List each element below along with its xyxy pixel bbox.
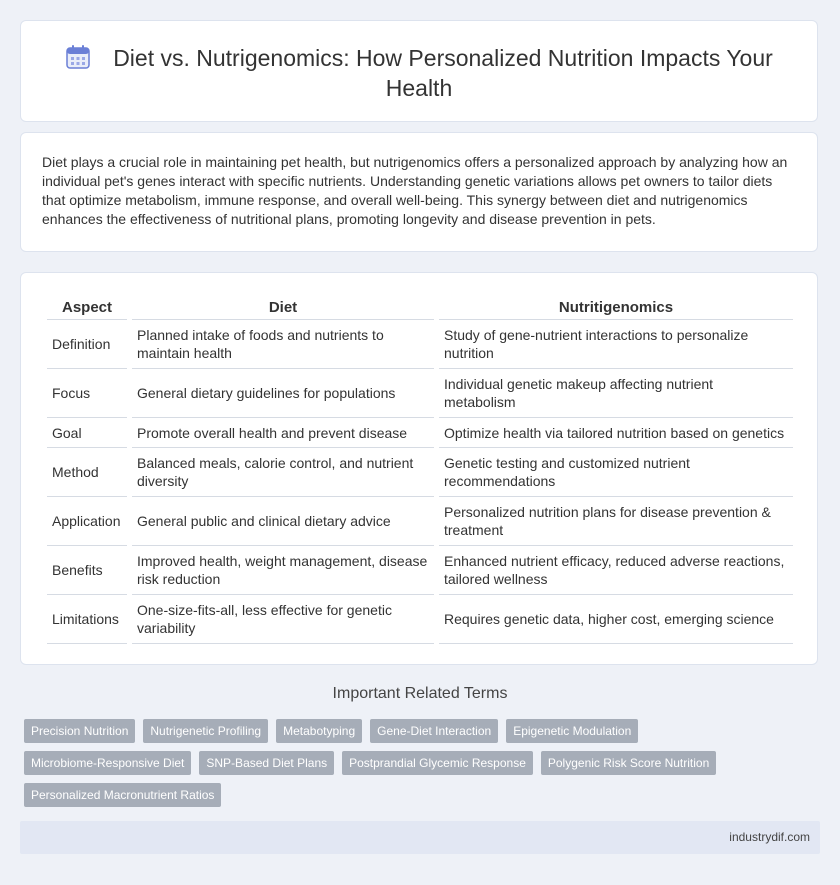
- table-row: [47, 369, 793, 418]
- cell-nutrigenomics: Study of gene-nutrient interactions to personalize nutrition: [439, 320, 793, 369]
- cell-diet: One-size-fits-all, less effective for genetic variability: [132, 595, 434, 644]
- cell-nutrigenomics: Requires genetic data, higher cost, emerging science: [439, 595, 793, 644]
- header-nutrigenomics: Nutritigenomics: [439, 295, 793, 320]
- table-row: [47, 418, 793, 448]
- cell-aspect: Definition: [47, 320, 127, 369]
- related-term-tag[interactable]: Metabotyping: [276, 719, 362, 743]
- related-term-tag[interactable]: Polygenic Risk Score Nutrition: [541, 751, 716, 775]
- cell-diet: Planned intake of foods and nutrients to maintain health: [132, 320, 434, 369]
- related-term-tag[interactable]: Postprandial Glycemic Response: [342, 751, 533, 775]
- header-card: [20, 20, 818, 122]
- cell-aspect: Method: [47, 448, 127, 497]
- related-term-tag[interactable]: SNP-Based Diet Plans: [199, 751, 334, 775]
- calendar-icon: [65, 44, 91, 70]
- related-terms-list: [24, 719, 724, 807]
- table-row: [47, 448, 793, 497]
- table-row: [47, 595, 793, 644]
- table-header-row: [47, 295, 793, 320]
- table-row: [47, 546, 793, 595]
- cell-nutrigenomics: Genetic testing and customized nutrient recommendations: [439, 448, 793, 497]
- related-term-tag[interactable]: Epigenetic Modulation: [506, 719, 638, 743]
- related-term-tag[interactable]: Nutrigenetic Profiling: [143, 719, 268, 743]
- cell-aspect: Focus: [47, 369, 127, 418]
- related-terms-title: Important Related Terms: [332, 685, 508, 702]
- page-title: [51, 43, 787, 103]
- cell-nutrigenomics: Optimize health via tailored nutrition based on genetics: [439, 418, 793, 448]
- related-term-tag[interactable]: Precision Nutrition: [24, 719, 135, 743]
- cell-aspect: Limitations: [47, 595, 127, 644]
- cell-nutrigenomics: Personalized nutrition plans for disease prevention & treatment: [439, 497, 793, 546]
- table-row: [47, 497, 793, 546]
- cell-diet: Promote overall health and prevent disease: [132, 418, 434, 448]
- cell-nutrigenomics: Enhanced nutrient efficacy, reduced adverse reactions, tailored wellness: [439, 546, 793, 595]
- cell-diet: Balanced meals, calorie control, and nutrient diversity: [132, 448, 434, 497]
- cell-aspect: Benefits: [47, 546, 127, 595]
- cell-diet: General public and clinical dietary advice: [132, 497, 434, 546]
- cell-aspect: Goal: [47, 418, 127, 448]
- cell-nutrigenomics: Individual genetic makeup affecting nutrient metabolism: [439, 369, 793, 418]
- footer-site-link[interactable]: industrydif.com: [729, 830, 810, 844]
- cell-aspect: Application: [47, 497, 127, 546]
- related-term-tag[interactable]: Microbiome-Responsive Diet: [24, 751, 191, 775]
- title-text: Diet vs. Nutrigenomics: How Personalized Nutrition Impacts Your Health: [113, 45, 773, 101]
- related-term-tag[interactable]: Personalized Macronutrient Ratios: [24, 783, 221, 807]
- cell-diet: General dietary guidelines for populations: [132, 369, 434, 418]
- header-aspect: Aspect: [47, 295, 127, 320]
- related-term-tag[interactable]: Gene-Diet Interaction: [370, 719, 498, 743]
- intro-card: [20, 132, 818, 252]
- comparison-card: [20, 272, 818, 665]
- header-diet: Diet: [132, 295, 434, 320]
- table-row: [47, 320, 793, 369]
- comparison-table: [42, 295, 798, 644]
- intro-paragraph: Diet plays a crucial role in maintaining pet health, but nutrigenomics offers a personalized approach by analyzing how an individual pet's genes interact with specific nutrients. Understanding genetic variations allows pet owners to tailor diets that optimize metabolism, immune response, and overall well-being. This synergy between diet and nutrigenomics enhances the effectiveness of nutritional plans, promoting longevity and disease prevention in pets.: [42, 154, 788, 227]
- cell-diet: Improved health, weight management, disease risk reduction: [132, 546, 434, 595]
- footer-bar: [20, 821, 820, 854]
